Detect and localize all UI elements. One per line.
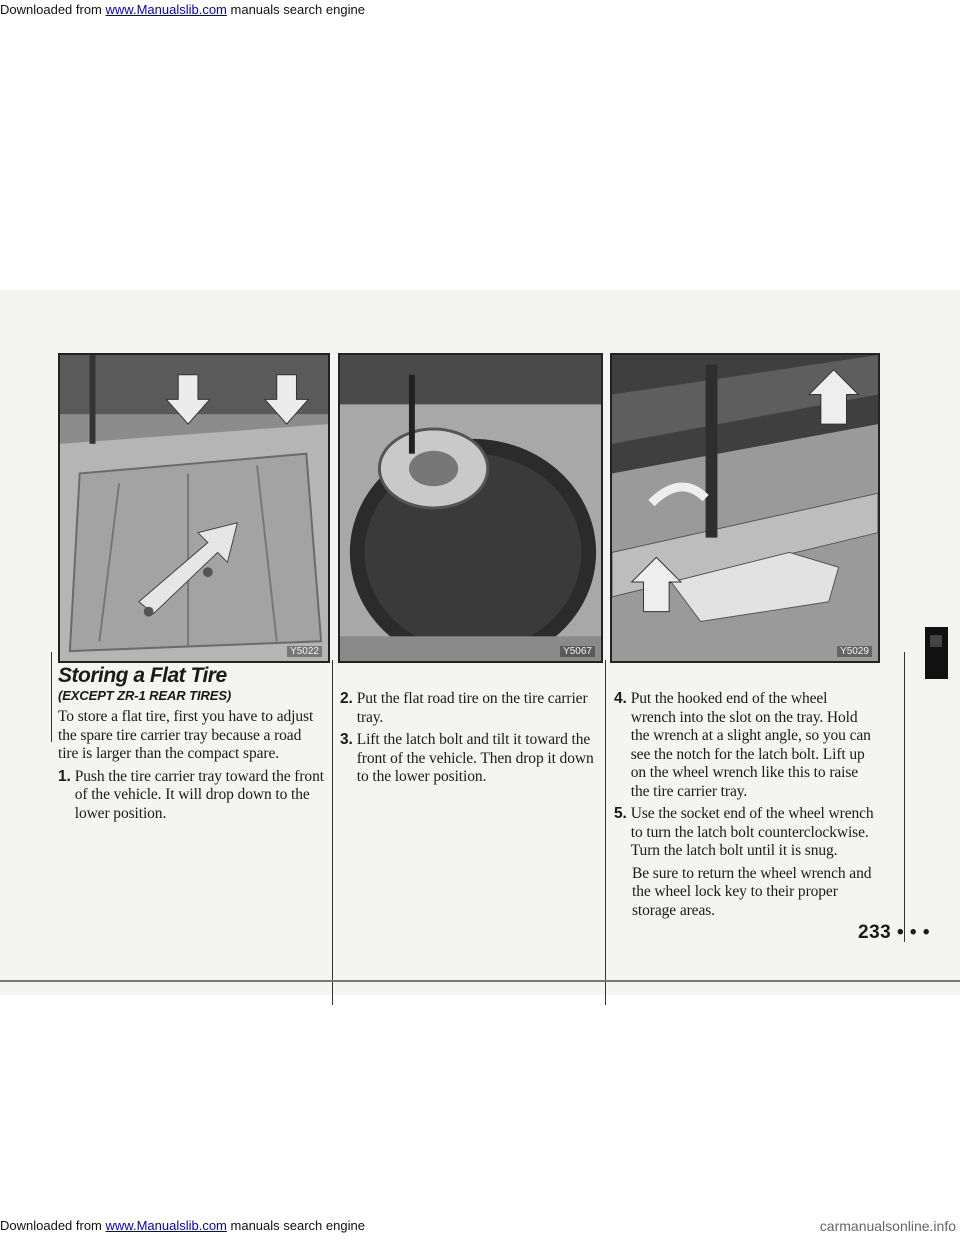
storage-note: Be sure to return the wheel wrench and the wheel lock key to their proper storage areas. <box>632 864 872 919</box>
manual-page <box>0 290 960 995</box>
step-number: 4. <box>614 690 627 707</box>
manualslib-link[interactable]: www.Manualslib.com <box>105 2 227 17</box>
section-subheading: (EXCEPT ZR-1 REAR TIRES) <box>58 688 232 703</box>
section-heading: Storing a Flat Tire <box>58 664 227 687</box>
step-number: 1. <box>58 767 71 785</box>
bottom-rule <box>0 980 960 982</box>
column-rule-edge <box>904 652 905 942</box>
banner-suffix: manuals search engine <box>230 2 365 17</box>
photo-code: Y5067 <box>560 646 595 657</box>
step-5 <box>614 805 876 861</box>
column-rule-middle <box>332 660 333 1005</box>
column-1 <box>58 665 324 827</box>
footer-manualslib-link[interactable]: www.Manualslib.com <box>105 1218 227 1233</box>
step-text: Push the tire carrier tray toward the front of the vehicle. It will drop down to the lower position. <box>74 767 324 822</box>
step-number: 3. <box>340 731 353 748</box>
step-4 <box>614 690 876 801</box>
photo-flat-tire <box>338 353 603 663</box>
section-thumb-tab <box>925 627 948 679</box>
wheel-wrench-illustration <box>612 355 878 661</box>
photo-code: Y5029 <box>837 646 872 657</box>
photo-carrier-tray <box>58 353 330 663</box>
download-banner <box>0 2 960 22</box>
column-rule-left <box>51 652 52 742</box>
step-number: 5. <box>614 805 627 822</box>
step-3 <box>340 731 598 787</box>
footer-prefix: Downloaded from <box>0 1218 102 1233</box>
step-1 <box>58 768 324 824</box>
watermark-site: carmanualsonline.info <box>819 1218 956 1234</box>
photo-wheel-wrench <box>610 353 880 663</box>
page-number: 233 • • • <box>858 922 930 943</box>
step-text: Lift the latch bolt and tilt it toward the front of the vehicle. Then drop it down to the lower position. <box>356 731 594 785</box>
photo-code: Y5022 <box>287 646 322 657</box>
flat-tire-illustration <box>340 355 601 661</box>
column-rule-right <box>605 660 606 1005</box>
step-text: Put the hooked end of the wheel wrench into the slot on the tray. Hold the wrench at a slight angle, so you can see the notch for the latch bolt. Lift up on the wheel wrench like this to raise the tire carrier tray. <box>630 690 871 800</box>
download-footer <box>0 1218 960 1238</box>
banner-prefix: Downloaded from <box>0 2 102 17</box>
step-number: 2. <box>340 690 353 707</box>
step-text: Put the flat road tire on the tire carrier tray. <box>356 690 588 726</box>
carrier-tray-illustration <box>60 355 328 661</box>
intro-paragraph: To store a flat tire, first you have to adjust the spare tire carrier tray because a road tire is larger than the compact spare. <box>58 708 314 762</box>
footer-suffix: manuals search engine <box>230 1218 365 1233</box>
step-2 <box>340 690 598 727</box>
step-text: Use the socket end of the wheel wrench to turn the latch bolt counterclockwise. Turn the latch bolt until it is snug. <box>630 805 874 859</box>
column-3 <box>614 690 876 924</box>
column-2 <box>340 690 598 791</box>
